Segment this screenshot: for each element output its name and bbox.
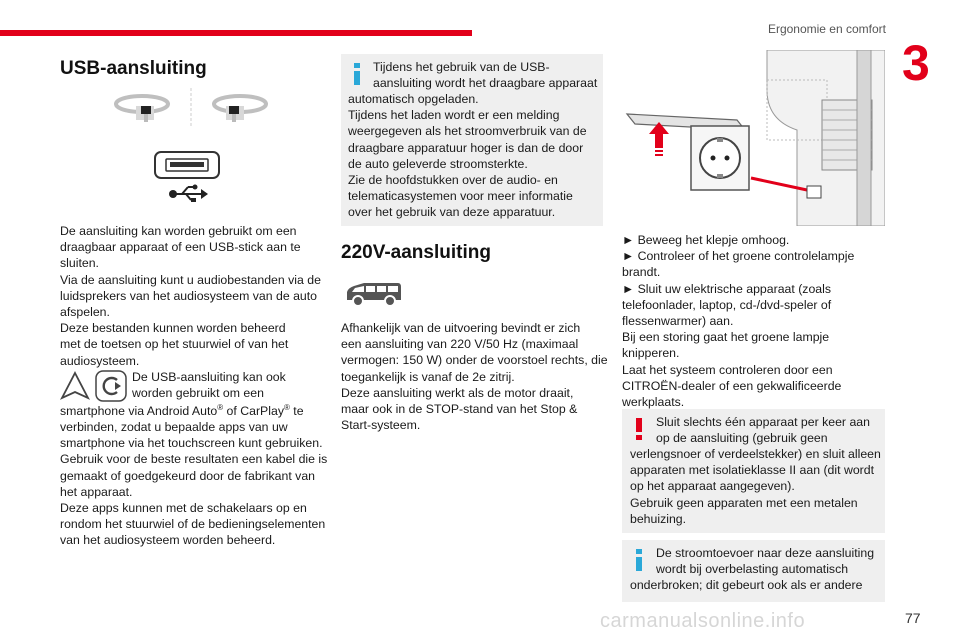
van-icon bbox=[344, 280, 404, 308]
usb-info-box: Tijdens het gebruik van de USB- aansluiting wordt het draagbare apparaat automatisch opgeladen. Tijdens het laden wordt er een melding weergegeven als het stroomverbruik van de draagbare apparatuur hoger is dan de door de auto geleverde stroomsterkte. Zie de hoofdstukken over de audio- en telematicasystemen voor meer informatie over het gebruik van deze apparatuur. bbox=[341, 54, 603, 226]
warning-icon bbox=[635, 418, 643, 440]
info-icon bbox=[635, 549, 643, 571]
usb-body: De aansluiting kan worden gebruikt om een draagbaar apparaat of een USB-stick aan te sluiten. Via de aansluiting kunt u audiobestanden via de luidsprekers van het audiosysteem van de auto afspelen. Deze bestanden kunnen worden beheerd met de toetsen op het stuurwiel of van het audiosysteem. De USB-aansluiting kan ook worden gebruikt om een smartphone via Android Auto® of CarPlay® te verbinden, zodat u bepaalde apps van uw smartphone via het touchscreen kunt gebruiken. Gebruik voor de beste resultaten een kabel die is gemaakt of goedgekeurd door de fabrikant van het apparaat. Deze apps kunnen met de schakelaars op en rondom het stuurwiel of de bedieningselementen van het audiosysteem worden beheerd. bbox=[60, 224, 328, 548]
steering-wheel-icon bbox=[108, 86, 274, 130]
socket-illustration bbox=[617, 50, 885, 226]
v220-title: 220V-aansluiting bbox=[341, 242, 491, 263]
section-title: Ergonomie en comfort bbox=[767, 22, 886, 36]
usb-title: USB-aansluiting bbox=[60, 58, 207, 79]
power-info-box: De stroomtoevoer naar deze aansluiting wordt bij overbelasting automatisch onderbroken; dit gebeurt ook als er andere bbox=[622, 540, 885, 602]
watermark: carmanualsonline.info bbox=[600, 610, 806, 632]
android-auto-icon bbox=[60, 371, 90, 401]
page-number: 77 bbox=[905, 610, 921, 626]
header-accent-bar bbox=[0, 30, 472, 36]
steps-body: ► Beweeg het klepje omhoog. ► Controleer of het groene controlelampje brandt. ► Sluit uw elektrische apparaat (zoals telefoonlader, laptop, cd-/dvd-speler of flessenwarmer) aan. Bij een storing gaat het groene lampje knipperen. Laat het systeem controleren door een CITROËN-dealer of een gekwalificeerde werkplaats. bbox=[622, 233, 855, 410]
v220-body: Afhankelijk van de uitvoering bevindt er zich een aansluiting van 220 V/50 Hz (maximaal vermogen: 150 W) onder de voorstoel rechts, die toegankelijk is vanaf de 2e zitrij. Deze aansluiting werkt als de motor draait, maar ook in de STOP-stand van het Stop & Start-systeem. bbox=[341, 321, 608, 433]
usb-port-icon bbox=[154, 151, 220, 179]
info-icon bbox=[353, 63, 361, 85]
carplay-icon bbox=[95, 370, 127, 402]
warning-box: Sluit slechts één apparaat per keer aan op de aansluiting (gebruik geen verlengsnoer of verdeelstekker) en sluit alleen apparaten met isolatieklasse II aan (dit wordt op het apparaat aangegeven). Gebruik geen apparaten met een metalen behuizing. bbox=[622, 409, 885, 533]
usb-symbol-icon bbox=[168, 184, 208, 204]
chapter-number: 3 bbox=[902, 35, 930, 91]
